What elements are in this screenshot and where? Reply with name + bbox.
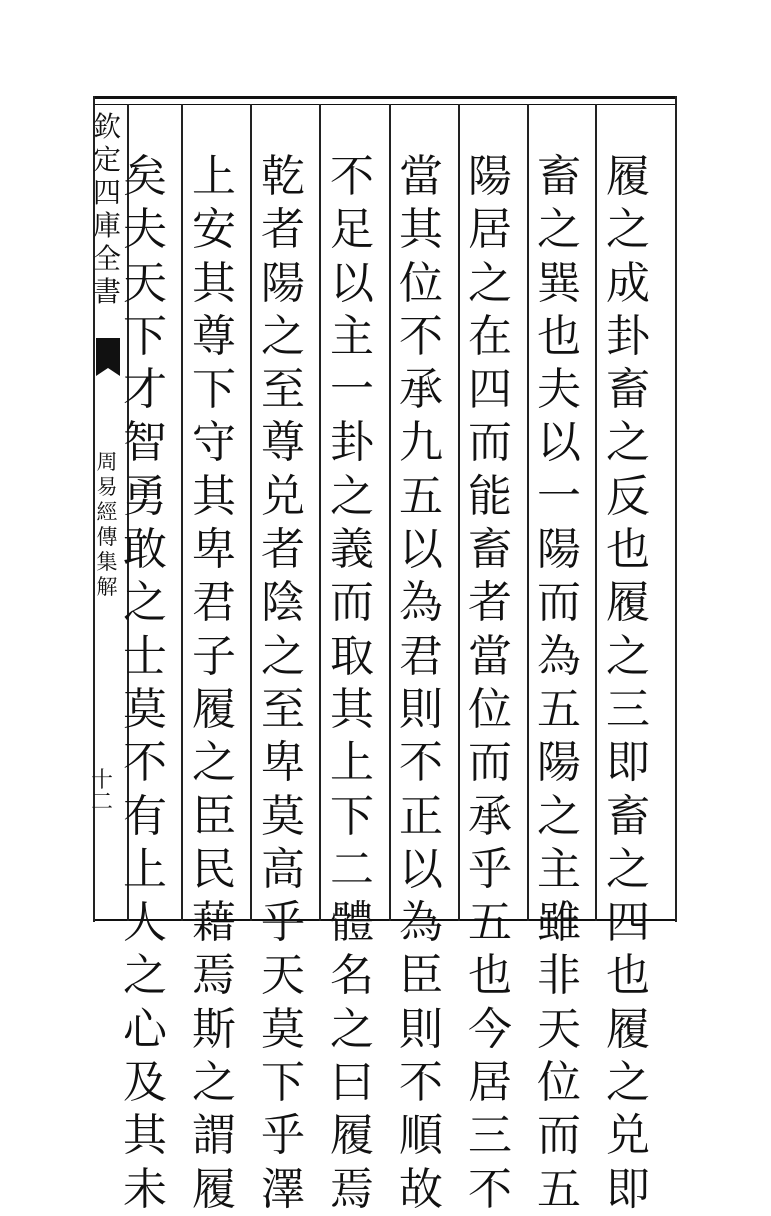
text-char: 義 <box>330 524 374 576</box>
text-char: 天 <box>537 1003 581 1055</box>
text-char: 也 <box>468 950 512 1002</box>
text-char: 及 <box>123 1057 167 1109</box>
text-char: 上 <box>192 151 236 202</box>
text-char: 以 <box>399 843 443 895</box>
text-char: 取 <box>330 630 374 682</box>
text-char: 五 <box>537 1163 581 1215</box>
text-column-5 <box>323 150 381 1216</box>
text-char: 乎 <box>261 1110 305 1162</box>
text-char: 子 <box>192 630 236 682</box>
text-char: 未 <box>123 1163 167 1215</box>
text-char: 陽 <box>537 524 581 576</box>
text-char: 履 <box>192 1163 236 1215</box>
text-char: 焉 <box>192 950 236 1002</box>
text-column-1 <box>599 150 657 1216</box>
column-rule <box>595 104 597 921</box>
text-char: 尊 <box>192 310 236 362</box>
text-char: 者 <box>261 204 305 256</box>
text-char: 非 <box>537 950 581 1002</box>
margin-book-char: 經 <box>96 500 118 524</box>
margin-book-char: 集 <box>96 550 118 574</box>
text-char: 其 <box>192 470 236 522</box>
text-char: 之 <box>261 630 305 682</box>
text-char: 也 <box>537 310 581 362</box>
text-char: 也 <box>606 950 650 1002</box>
text-char: 士 <box>123 630 167 682</box>
column-rule <box>458 104 460 921</box>
text-char: 而 <box>537 577 581 629</box>
text-char: 體 <box>330 897 374 949</box>
text-char: 三 <box>606 683 650 735</box>
text-char: 當 <box>468 630 512 682</box>
text-char: 正 <box>399 790 443 842</box>
text-char: 不 <box>123 737 167 789</box>
text-char: 九 <box>399 417 443 469</box>
text-char: 乎 <box>468 843 512 895</box>
text-char: 之 <box>537 790 581 842</box>
text-char: 陰 <box>261 577 305 629</box>
text-char: 在 <box>468 310 512 362</box>
text-char: 守 <box>192 417 236 469</box>
margin-title-char: 書 <box>92 275 121 308</box>
text-char: 天 <box>261 950 305 1002</box>
text-char: 承 <box>399 364 443 416</box>
text-char: 畜 <box>606 364 650 416</box>
text-char: 卑 <box>192 524 236 576</box>
text-char: 則 <box>399 683 443 735</box>
text-char: 一 <box>537 470 581 522</box>
text-column-4 <box>392 150 450 1216</box>
text-char: 之 <box>261 310 305 362</box>
text-char: 乾 <box>261 151 305 202</box>
column-rule <box>250 104 252 921</box>
text-char: 即 <box>606 1163 650 1215</box>
text-char: 承 <box>468 790 512 842</box>
text-char: 而 <box>537 1110 581 1162</box>
text-char: 今 <box>468 1003 512 1055</box>
text-char: 居 <box>468 1057 512 1109</box>
text-char: 履 <box>606 577 650 629</box>
text-char: 陽 <box>537 737 581 789</box>
text-char: 為 <box>537 630 581 682</box>
text-char: 莫 <box>261 790 305 842</box>
text-char: 臣 <box>399 950 443 1002</box>
text-char: 之 <box>330 1003 374 1055</box>
text-char: 藉 <box>192 897 236 949</box>
text-char: 主 <box>537 843 581 895</box>
text-char: 畜 <box>468 524 512 576</box>
text-char: 卦 <box>330 417 374 469</box>
text-char: 而 <box>468 737 512 789</box>
text-char: 而 <box>330 577 374 629</box>
text-char: 之 <box>468 257 512 309</box>
text-char: 兑 <box>606 1110 650 1162</box>
margin-title-char: 庫 <box>92 209 121 242</box>
text-char: 之 <box>123 577 167 629</box>
text-char: 之 <box>123 950 167 1002</box>
text-char: 至 <box>261 683 305 735</box>
text-char: 位 <box>537 1057 581 1109</box>
text-char: 為 <box>399 897 443 949</box>
column-rule <box>389 104 391 921</box>
text-char: 曰 <box>330 1057 374 1109</box>
text-char: 不 <box>399 1057 443 1109</box>
text-char: 位 <box>399 257 443 309</box>
text-char: 其 <box>192 257 236 309</box>
text-char: 不 <box>468 1163 512 1215</box>
text-column-2 <box>530 150 588 1216</box>
text-char: 五 <box>537 683 581 735</box>
text-char: 履 <box>192 683 236 735</box>
frame-right-border <box>675 96 677 922</box>
text-char: 之 <box>606 843 650 895</box>
text-char: 下 <box>330 790 374 842</box>
text-char: 卦 <box>606 310 650 362</box>
text-char: 成 <box>606 257 650 309</box>
text-char: 謂 <box>192 1110 236 1162</box>
text-char: 不 <box>399 310 443 362</box>
text-char: 有 <box>123 790 167 842</box>
text-char: 敢 <box>123 524 167 576</box>
margin-book-char: 周 <box>96 450 118 474</box>
text-char: 也 <box>606 524 650 576</box>
text-char: 卑 <box>261 737 305 789</box>
text-char: 下 <box>192 364 236 416</box>
text-char: 則 <box>399 1003 443 1055</box>
text-char: 焉 <box>330 1163 374 1215</box>
text-char: 陽 <box>468 151 512 202</box>
text-char: 安 <box>192 204 236 256</box>
text-char: 其 <box>330 683 374 735</box>
text-char: 上 <box>123 843 167 895</box>
text-char: 之 <box>537 204 581 256</box>
column-rule <box>319 104 321 921</box>
text-char: 四 <box>468 364 512 416</box>
text-char: 民 <box>192 843 236 895</box>
column-rule <box>527 104 529 921</box>
text-char: 主 <box>330 310 374 362</box>
text-char: 者 <box>468 577 512 629</box>
text-char: 之 <box>606 1057 650 1109</box>
text-char: 為 <box>399 577 443 629</box>
text-char: 畜 <box>537 151 581 202</box>
text-char: 兑 <box>261 470 305 522</box>
text-char: 以 <box>399 524 443 576</box>
text-char: 澤 <box>261 1163 305 1215</box>
text-char: 履 <box>606 1003 650 1055</box>
text-column-8 <box>116 150 174 1216</box>
text-char: 才 <box>123 364 167 416</box>
text-char: 高 <box>261 843 305 895</box>
text-column-6 <box>254 150 312 1216</box>
text-char: 四 <box>606 897 650 949</box>
text-char: 不 <box>399 737 443 789</box>
text-char: 足 <box>330 204 374 256</box>
text-char: 之 <box>192 737 236 789</box>
text-char: 以 <box>330 257 374 309</box>
text-char: 上 <box>330 737 374 789</box>
text-char: 天 <box>123 257 167 309</box>
margin-book-char: 易 <box>96 475 118 499</box>
text-char: 斯 <box>192 1003 236 1055</box>
text-char: 人 <box>123 897 167 949</box>
margin-book-char: 傳 <box>96 525 118 549</box>
column-rule <box>181 104 183 921</box>
text-char: 反 <box>606 470 650 522</box>
text-column-3 <box>461 150 519 1216</box>
text-char: 畜 <box>606 790 650 842</box>
text-char: 履 <box>330 1110 374 1162</box>
text-char: 一 <box>330 364 374 416</box>
text-char: 居 <box>468 204 512 256</box>
text-char: 不 <box>330 151 374 202</box>
margin-title-char: 定 <box>92 143 121 176</box>
text-char: 勇 <box>123 470 167 522</box>
text-char: 下 <box>261 1057 305 1109</box>
text-char: 巽 <box>537 257 581 309</box>
text-char: 智 <box>123 417 167 469</box>
text-char: 陽 <box>261 257 305 309</box>
text-char: 五 <box>399 470 443 522</box>
margin-title-char: 四 <box>92 176 121 209</box>
text-char: 三 <box>468 1110 512 1162</box>
text-char: 君 <box>399 630 443 682</box>
text-char: 當 <box>399 151 443 202</box>
text-char: 二 <box>330 843 374 895</box>
margin-title-char: 欽 <box>92 110 121 143</box>
text-char: 順 <box>399 1110 443 1162</box>
text-char: 即 <box>606 737 650 789</box>
text-char: 心 <box>123 1003 167 1055</box>
text-char: 其 <box>123 1110 167 1162</box>
margin-title-char: 全 <box>92 242 121 275</box>
page-frame <box>93 96 677 922</box>
text-char: 之 <box>606 417 650 469</box>
frame-top-border <box>93 96 677 99</box>
text-char: 之 <box>606 204 650 256</box>
text-char: 者 <box>261 524 305 576</box>
text-char: 莫 <box>261 1003 305 1055</box>
text-char: 夫 <box>123 204 167 256</box>
text-char: 夫 <box>537 364 581 416</box>
text-char: 矣 <box>123 151 167 202</box>
text-char: 五 <box>468 897 512 949</box>
text-char: 至 <box>261 364 305 416</box>
text-char: 位 <box>468 683 512 735</box>
text-char: 以 <box>537 417 581 469</box>
margin-book-char: 解 <box>96 575 118 599</box>
text-char: 之 <box>606 630 650 682</box>
text-char: 名 <box>330 950 374 1002</box>
text-char: 之 <box>330 470 374 522</box>
text-char: 其 <box>399 204 443 256</box>
text-char: 之 <box>192 1057 236 1109</box>
text-char: 君 <box>192 577 236 629</box>
text-char: 下 <box>123 310 167 362</box>
text-char: 乎 <box>261 897 305 949</box>
text-char: 臣 <box>192 790 236 842</box>
page-number: 十二 <box>91 768 114 815</box>
text-char: 履 <box>606 151 650 202</box>
text-char: 而 <box>468 417 512 469</box>
text-char: 能 <box>468 470 512 522</box>
text-column-7 <box>185 150 243 1216</box>
text-char: 莫 <box>123 683 167 735</box>
text-char: 雖 <box>537 897 581 949</box>
text-char: 尊 <box>261 417 305 469</box>
text-char: 故 <box>399 1163 443 1215</box>
